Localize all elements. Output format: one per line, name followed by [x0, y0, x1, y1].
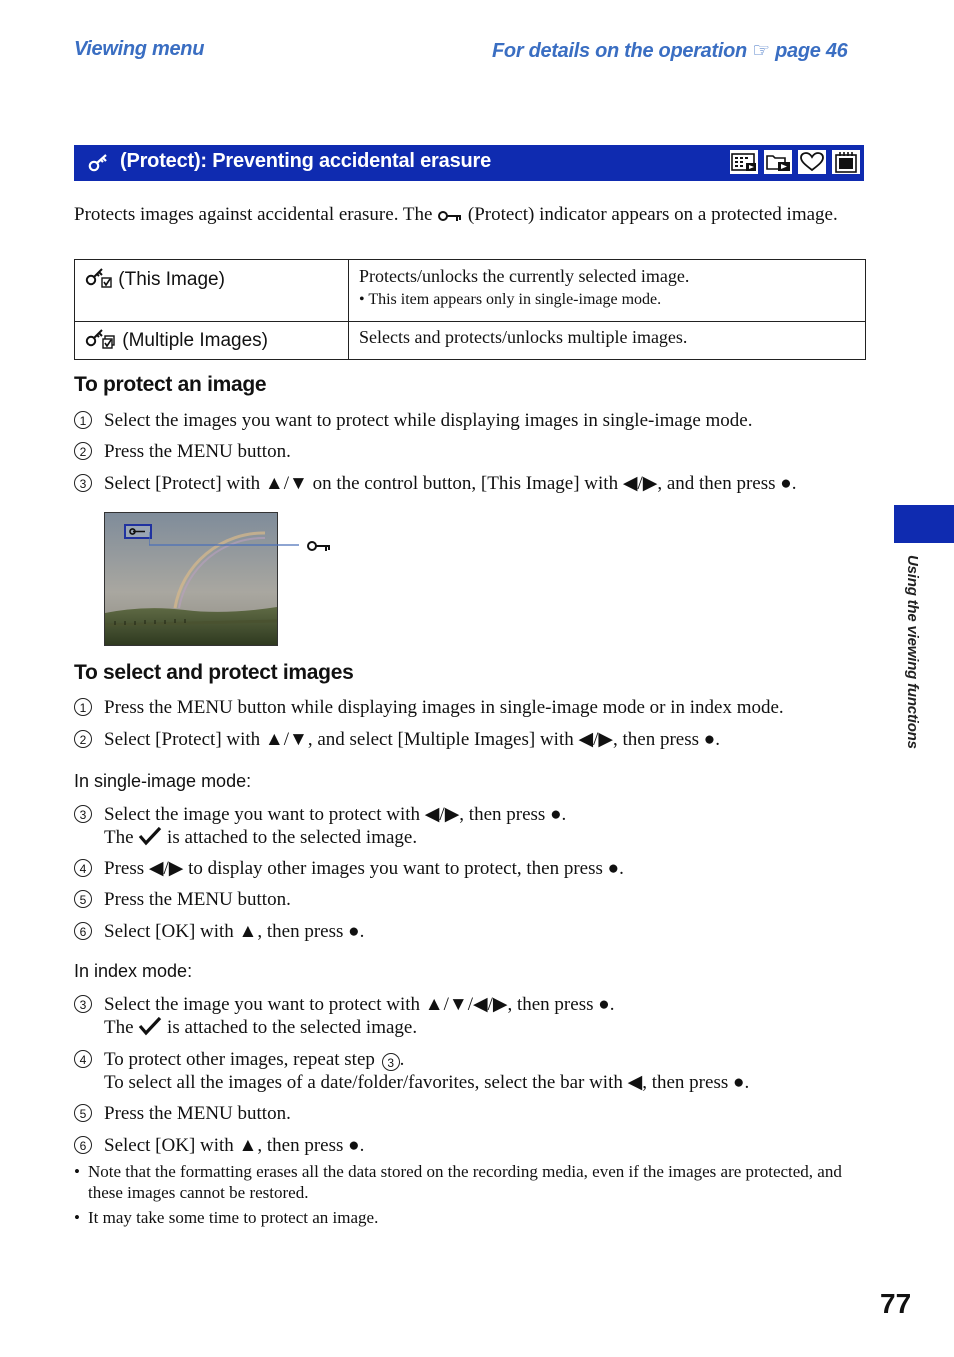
- step-number: 6: [74, 922, 92, 940]
- checkmark-icon: [138, 1016, 162, 1042]
- this-image-description: [349, 260, 866, 322]
- step-subtext-part1: The: [104, 1017, 134, 1038]
- step-number: 2: [74, 442, 92, 460]
- protect-image-heading: To protect an image: [74, 373, 267, 396]
- list-item: [74, 440, 291, 463]
- table-row: [75, 260, 866, 322]
- step-number: 2: [74, 730, 92, 748]
- list-item: [74, 696, 784, 719]
- step-subtext: [104, 1016, 614, 1042]
- step-number: 4: [74, 1050, 92, 1068]
- step-number: 5: [74, 890, 92, 908]
- list-item: [74, 803, 566, 852]
- step-number: 3: [74, 805, 92, 823]
- step-text: Select [OK] with ▲, then press ●.: [104, 921, 365, 942]
- step-text: Press the MENU button.: [104, 889, 291, 910]
- protect-key-icon: [88, 153, 110, 178]
- step-subtext-part2: is attached to the selected image.: [167, 827, 418, 848]
- step-text: Press the MENU button while displaying images in single-image mode or in index mode.: [104, 697, 784, 718]
- intro-text-part1: Protects images against accidental erasure. The: [74, 204, 433, 225]
- step-text: Select the image you want to protect with ▲/▼/◀/▶, then press ●.: [104, 994, 615, 1015]
- step-text: Select [Protect] with ▲/▼ on the control button, [This Image] with ◀/▶, and then press ●.: [104, 473, 797, 494]
- multiple-images-label: (Multiple Images): [122, 330, 268, 351]
- note-text: Note that the formatting erases all the data stored on the recording media, even if the images are protected, and these images cannot be restored.: [88, 1162, 842, 1202]
- operation-reference-page: page 46: [775, 40, 848, 62]
- list-item: [74, 1102, 291, 1125]
- list-item: [74, 888, 291, 911]
- reference-pointer-icon: ☞: [752, 40, 770, 62]
- step-number: 5: [74, 1104, 92, 1122]
- page-number: 77: [880, 1288, 912, 1319]
- step-subtext: [104, 826, 566, 852]
- chapter-side-tab: [894, 505, 954, 543]
- step-subtext: To select all the images of a date/folder/favorites, select the bar with ◀, then press ●.: [104, 1072, 750, 1093]
- list-item: [74, 857, 624, 880]
- step-text: Select the images you want to protect while displaying images in single-image mode.: [104, 410, 753, 431]
- this-image-note: • This item appears only in single-image mode.: [359, 291, 662, 308]
- operation-reference: [492, 38, 848, 63]
- section-header: Viewing menu: [74, 38, 205, 60]
- step-number: 1: [74, 411, 92, 429]
- step-number: 6: [74, 1136, 92, 1154]
- list-item: [74, 472, 797, 495]
- date-calendar-icon: [831, 149, 861, 175]
- list-item: [74, 920, 364, 943]
- step-number: 4: [74, 859, 92, 877]
- note-item: • Note that the formatting erases all the data stored on the recording media, even if the images are protected, and these images cannot be restored.: [74, 1161, 866, 1203]
- intro-paragraph: [74, 203, 874, 229]
- section-title-bar: [74, 145, 864, 181]
- list-item: [74, 993, 614, 1042]
- note-text: It may take some time to protect an image.: [88, 1208, 379, 1227]
- multiple-images-option: [75, 322, 349, 360]
- protect-indicator-icon: [437, 206, 463, 229]
- step-subtext-part1: The: [104, 827, 134, 848]
- select-protect-heading: To select and protect images: [74, 661, 354, 684]
- list-item: [74, 728, 720, 751]
- step-text: Select the image you want to protect with ◀/▶, then press ●.: [104, 804, 567, 825]
- list-item: [74, 409, 753, 432]
- chapter-side-label: Using the viewing functions: [904, 555, 921, 749]
- multiple-images-description: Selects and protects/unlocks multiple images.: [349, 322, 866, 360]
- step-reference-number: 3: [382, 1053, 400, 1071]
- folder-playback-icon: [763, 149, 793, 175]
- step-text: Select [Protect] with ▲/▼, and select [Multiple Images] with ◀/▶, then press ●.: [104, 729, 720, 750]
- step-text: Select [OK] with ▲, then press ●.: [104, 1135, 365, 1156]
- mode-icons: [729, 149, 861, 175]
- this-image-desc-text: Protects/unlocks the currently selected image.: [359, 266, 690, 286]
- note-item: • It may take some time to protect an image.: [74, 1208, 379, 1227]
- step-text: To protect other images, repeat step 3 .: [104, 1049, 405, 1070]
- this-image-option: [75, 260, 349, 322]
- step-text-part: To protect other images, repeat step: [104, 1049, 375, 1070]
- index-playback-icon: [729, 149, 759, 175]
- callout-line: [149, 531, 301, 556]
- this-image-label: (This Image): [118, 269, 225, 290]
- step-text: Press ◀/▶ to display other images you want to protect, then press ●.: [104, 858, 624, 879]
- step-subtext-part2: is attached to the selected image.: [167, 1017, 418, 1038]
- step-text: Press the MENU button.: [104, 1103, 291, 1124]
- protect-options-table: [74, 259, 866, 360]
- intro-text-part2: (Protect) indicator appears on a protected image.: [467, 204, 838, 225]
- step-number: 3: [74, 474, 92, 492]
- protect-multiple-images-icon: [85, 327, 117, 355]
- protect-this-image-icon: [85, 266, 113, 294]
- index-mode-label: In index mode:: [74, 961, 193, 981]
- this-image-note-text: This item appears only in single-image mode.: [368, 291, 662, 308]
- checkmark-icon: [138, 826, 162, 852]
- operation-reference-text: For details on the operation: [492, 40, 747, 62]
- list-item: [74, 1134, 364, 1157]
- step-text: Press the MENU button.: [104, 441, 291, 462]
- step-number: 1: [74, 698, 92, 716]
- protect-indicator-callout-icon: [306, 539, 332, 558]
- section-title: (Protect): Preventing accidental erasure: [120, 150, 492, 172]
- table-row: [75, 322, 866, 360]
- favorites-heart-icon: [797, 149, 827, 175]
- step-number: 3: [74, 995, 92, 1013]
- single-image-mode-label: In single-image mode:: [74, 771, 252, 791]
- list-item: [74, 1048, 749, 1094]
